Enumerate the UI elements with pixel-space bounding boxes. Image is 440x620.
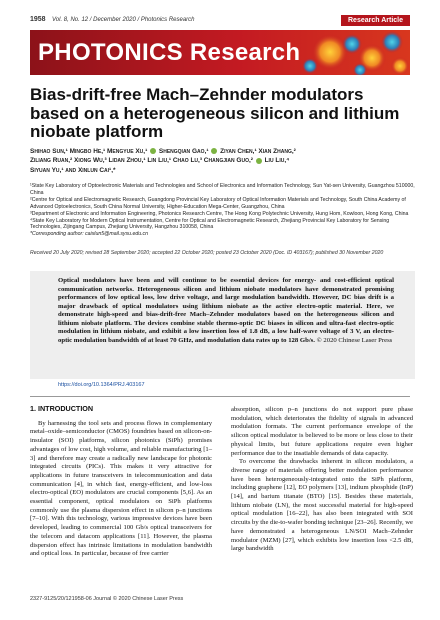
author-group: Liu Liu,⁴ <box>264 157 290 165</box>
page-number: 1958 <box>30 16 46 23</box>
affiliation: ⁴State Key Laboratory for Modern Optical Instrumentation, Centre for Optical and Electromagnetic Research, Zhejiang Provincial Key Laboratory for Sensing Technologies, Zijingang Campus, Zhejiang University, Hangzhou 310058, China <box>30 217 390 231</box>
left-column <box>30 405 212 559</box>
paragraph: By harnessing the tool sets and process flows in complementary metal–oxide–semiconductor (CMOS) foundries based on silicon-on-insulator (SOI) platforms, silicon photonics (SiPh) promises advantages of low cost, high volume, and reliable manufacturing [1–3] and therefore may create a radically new landscape for photonic integrated circuits (PICs). This makes it very attractive for applications in future transceivers in telecommunication and data communication [4], in which fast, energy-efficient, and low-loss electro-optical (EO) modulators are crucial components [5,6]. As an essential component, optical modulators on SiPh platforms commonly use the plasma dispersion effect in silicon p–n junctions [7–10]. With this technology, various impressive devices have been developed, leading to commercial 100 Gb/s optical transceivers for the telecom and datacom applications [11]. However, the plasma dispersion effect has intrinsic limitations in modulation bandwidth and optical loss. In particular, because of free carrier <box>30 419 212 558</box>
orcid-icon[interactable] <box>211 148 217 154</box>
affiliation: ¹State Key Laboratory of Optoelectronic Materials and Technologies and School of Electronics and Information Technology, Sun Yat-sen University, Guangzhou 510000, China <box>30 183 415 196</box>
page-footer: 2327-9125/20/121958-06 Journal © 2020 Chinese Laser Press <box>30 596 184 602</box>
journal-reference: Vol. 8, No. 12 / December 2020 / Photonics Research <box>52 17 195 23</box>
author-group: Siyuan Yu,¹ and Xinlun Cai¹,* <box>30 166 116 174</box>
journal-banner <box>30 30 410 75</box>
section-heading: 1. INTRODUCTION <box>30 404 94 413</box>
journal-name: PHOTONICS Research <box>38 39 301 66</box>
doi-link[interactable]: https://doi.org/10.1364/PRJ.403167 <box>58 382 145 388</box>
affiliations <box>30 183 415 238</box>
running-header <box>30 15 410 26</box>
author-group: Shihao Sun,¹ Mingbo He,¹ Mengyue Xu,¹ <box>30 148 148 155</box>
affiliation: ²Centre for Optical and Electromagnetic Research, Guangdong Provincial Key Laboratory of Optical Information Materials and Technology, South China Academy of Advanced Optoelectronics, South China Normal University, Higher-Education Mega-Center, Guangzhou, China <box>30 196 406 210</box>
orcid-icon[interactable] <box>256 158 262 164</box>
divider <box>30 396 410 397</box>
copyright-notice: © 2020 Chinese Laser Press <box>316 336 393 344</box>
paragraph: absorption, silicon p–n junctions do not support pure phase modulation, which deteriorates the fidelity of signals in advanced modulation formats. The current performance envelope of the silicon optical modulator is believed to be more or less close to their physical limits, but future applications require even higher performance due to the insatiable demands of data capacity. <box>231 406 413 457</box>
abstract <box>58 277 394 345</box>
author-group: Shengqian Gao,¹ <box>158 148 209 155</box>
publication-history: Received 20 July 2020; revised 28 September 2020; accepted 22 October 2020; posted 23 October 2020 (Doc. ID 403167); published 30 November 2020 <box>30 250 384 256</box>
article-title: Bias-drift-free Mach–Zehnder modulators based on a heterogeneous silicon and lithium niobate platform <box>30 85 400 141</box>
paragraph: To overcome the drawbacks inherent in silicon modulators, a diverse range of materials offering better modulation performance have been heterogeneously-integrated onto the SiPh platform, including graphene [12], EO polymers [13], indium phosphide (InP) [14], and barium titanate (BTO) [15]. Besides these materials, lithium niobate (LN), the most successful material for high-speed optical modulation [16–22], has also been integrated with SOI circuits by the die-to-wafer bonding technique [23–26]. Recently, we have demonstrated a heterogeneous LN/SOI Mach–Zehnder modulator (MZM) [27], which exhibits low insertion loss <2.5 dB, large bandwidth <box>231 458 413 553</box>
author-list <box>30 147 415 175</box>
author-group: Ziyan Chen,¹ Xian Zhang,² <box>220 148 296 155</box>
article-type-badge: Research Article <box>341 15 410 26</box>
affiliation: ³Department of Electronic and Information Engineering, Photonics Research Centre, The Hong Kong Polytechnic University, Hung Hom, Kowloon, Hong Kong, China <box>30 210 409 217</box>
author-group: Ziliang Ruan,² Xiong Wu,³ Lidan Zhou,¹ Lin Liu,¹ Chao Lu,³ Changjian Guo,² <box>30 157 253 165</box>
right-column <box>231 406 413 554</box>
abstract-text: Optical modulators have been and will continue to be essential devices for energy- and cost-efficient optical communication networks. Heterogeneous silicon and lithium niobate modulators have demonstrated promising performances of low optical loss, low drive voltage, and large modulation bandwidth. However, DC bias drift is a major drawback of optical modulators using lithium niobate as the active electro-optic material. Here, we demonstrate high-speed and bias-drift-free Mach–Zehnder modulators based on the heterogeneous silicon and lithium niobate platform. The devices combine stable thermo-optic DC biases in silicon and ultra-fast electro-optic modulation in lithium niobate, and exhibit a low insertion loss of 1.8 dB, a low half-wave voltage of 3 V, an electro-optic modulation bandwidth of at least 70 GHz, and modulation data rates up to 128 Gb/s. <box>58 277 394 344</box>
orcid-icon[interactable] <box>150 148 156 154</box>
abstract-box <box>30 271 415 379</box>
corresponding-author: *Corresponding author: caixlun5@mail.sysu.edu.cn <box>30 231 149 238</box>
